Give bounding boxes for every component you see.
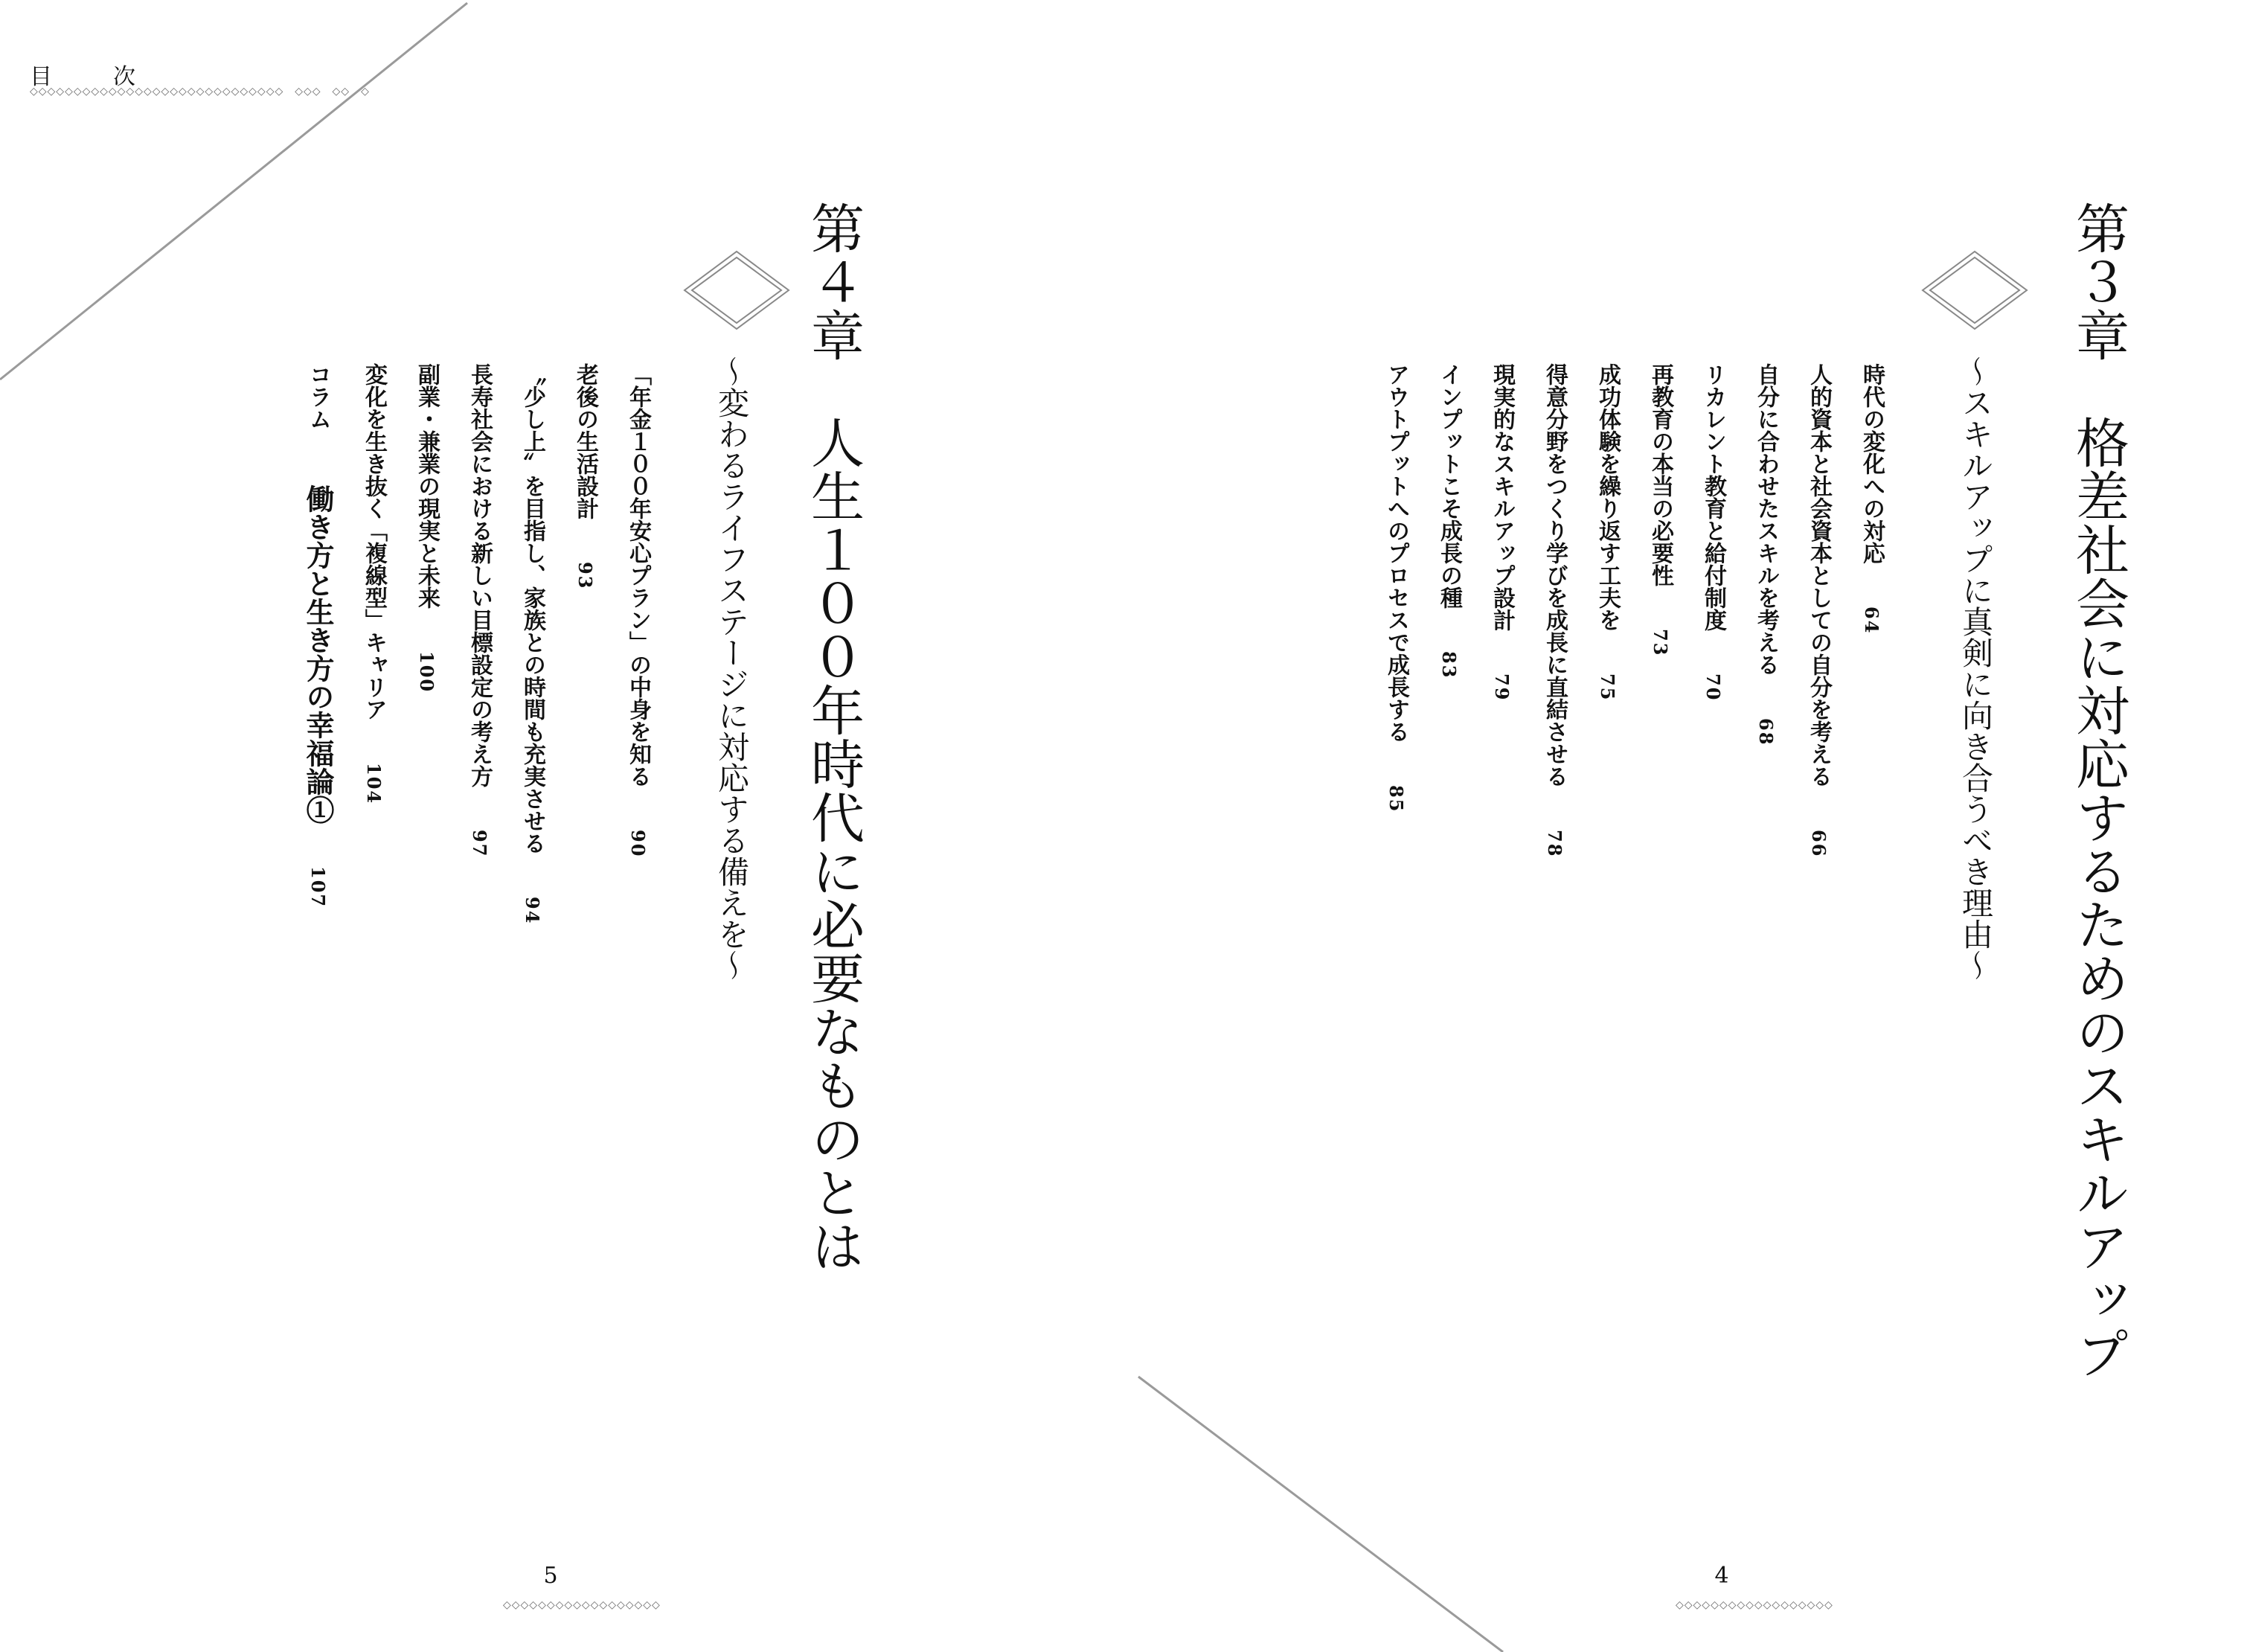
toc-entry-page: 85 (1385, 785, 1407, 813)
diamond-ornament-left (685, 252, 789, 329)
running-head-dots: ◇◇◇◇◇◇◇◇◇◇◇◇◇◇◇◇◇◇◇◇◇◇◇◇◇◇◇◇◇ ◇◇◇ ◇◇ ◇ (30, 86, 370, 97)
toc-entry[interactable] (1754, 363, 1777, 857)
toc-entry-title: 現実的なスキルアップ設計 (1489, 363, 1515, 631)
toc-entry[interactable] (1807, 363, 1830, 857)
toc-entry-title: 得意分野をつくり学びを成長に直結させる (1542, 363, 1568, 787)
column-label: コラム (305, 363, 331, 430)
toc-entry-page: 78 (1544, 830, 1565, 858)
toc-entry-page: 73 (1650, 629, 1671, 657)
toc-entry[interactable] (1385, 363, 1407, 857)
toc-entry-page: 64 (1861, 606, 1882, 635)
toc-entry-title: 自分に合わせたスキルを考える (1753, 363, 1779, 676)
column-title: 働き方と生き方の幸福論① (301, 484, 335, 824)
toc-column-entry[interactable] (301, 363, 335, 924)
page-number-left: 5 (543, 1563, 558, 1589)
toc-entry-page: 70 (1702, 673, 1724, 702)
toc-entry-title: リカレント教育と給付制度 (1700, 363, 1726, 631)
chapter-3-subtitle: 〜スキルアップに真剣に向き合うべき理由〜 (1958, 356, 1994, 981)
toc-entry-page: 66 (1808, 830, 1830, 858)
chapter-3-entries (1354, 363, 1885, 858)
toc-entry-page: 79 (1491, 673, 1513, 702)
toc-entry[interactable] (362, 363, 385, 924)
diamond-ornament-right (1923, 252, 2027, 329)
page-number-right: 4 (1714, 1563, 1729, 1589)
toc-entry-title: 時代の変化への対応 (1859, 363, 1885, 564)
toc-entry-page: 94 (522, 897, 543, 925)
folio-dots-right: ◇◇◇◇◇◇◇◇◇◇◇◇◇◇◇◇◇◇ (1676, 1599, 1833, 1611)
toc-entry[interactable] (1649, 363, 1671, 857)
toc-entry-title: 再教育の本当の必要性 (1647, 363, 1673, 586)
toc-entry-title: 副業・兼業の現実と未来 (414, 363, 440, 609)
toc-entry[interactable] (626, 363, 649, 924)
toc-entry-title: インプットこそ成長の種 (1436, 363, 1462, 609)
chapter-4-subtitle: 〜変わるライフステージに対応する備えを〜 (714, 356, 750, 981)
toc-entry[interactable] (574, 363, 596, 924)
toc-entry-title: アウトプットへのプロセスで成長する (1383, 363, 1409, 743)
toc-entry[interactable] (467, 363, 493, 924)
toc-entry-title: 成功体験を繰り返す工夫を (1594, 363, 1621, 631)
toc-entry[interactable] (521, 363, 543, 924)
toc-entry-page: 68 (1755, 718, 1777, 746)
toc-entry-page: 97 (469, 830, 490, 858)
toc-entry[interactable] (1438, 363, 1460, 857)
toc-entry-title: 老後の生活設計 (572, 363, 598, 519)
toc-entry[interactable] (1542, 363, 1568, 858)
toc-entry[interactable] (1490, 363, 1513, 857)
toc-entry[interactable] (1859, 363, 1885, 857)
toc-entry-page: 83 (1438, 651, 1460, 679)
toc-entry-page: 104 (363, 763, 385, 805)
toc-entry-title: 人的資本と社会資本としての自分を考える (1806, 363, 1832, 787)
toc-entry-page: 93 (574, 562, 596, 590)
toc-entry[interactable] (1702, 363, 1724, 857)
toc-entry-page: 90 (627, 830, 649, 858)
toc-entry-title: 変化を生き抜く「複線型」キャリア (361, 363, 387, 720)
toc-entry[interactable] (1594, 363, 1621, 857)
toc-entry[interactable] (415, 363, 438, 924)
toc-entry-page: 75 (1597, 673, 1618, 702)
column-page: 107 (307, 866, 329, 909)
chapter-3-title: 第３章 格差社会に対応するためのスキルアップ (2067, 201, 2129, 1380)
folio-dots-left: ◇◇◇◇◇◇◇◇◇◇◇◇◇◇◇◇◇◇ (503, 1599, 661, 1611)
toc-entry-title: 長寿社会における新しい目標設定の考え方 (467, 363, 493, 787)
chapter-4-entries (301, 363, 651, 925)
running-head: 目 次 (30, 64, 155, 90)
toc-entry-title: 〝少し上〟を目指し、家族との時間も充実させる (519, 363, 545, 854)
chapter-4-title: 第４章 人生１００年時代に必要なものとは (802, 201, 865, 1272)
toc-entry-page: 100 (416, 651, 438, 694)
toc-entry-title: 「年金１００年安心プラン」の中身を知る (625, 363, 651, 787)
